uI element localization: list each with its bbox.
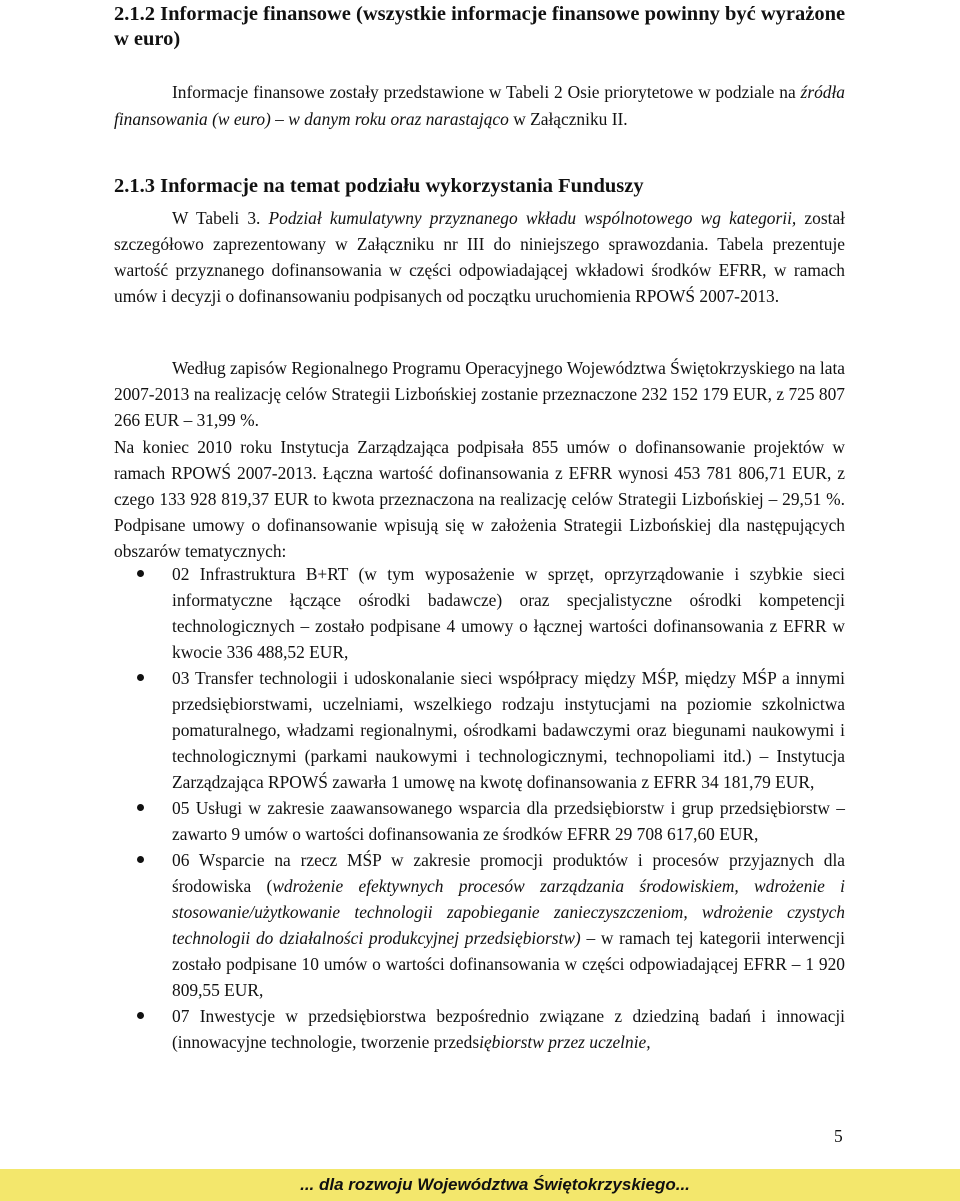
bullet-icon: [137, 804, 144, 811]
bullet-icon: [137, 1012, 144, 1019]
list-item: [0, 795, 960, 847]
list-item: [0, 665, 960, 795]
italic-span: iębiorstw przez uczelnie,: [479, 1032, 651, 1052]
list-item-text: [172, 847, 845, 1003]
bullet-icon: [137, 570, 144, 577]
list-item: [0, 1003, 960, 1055]
footer-banner: ... dla rozwoju Województwa Świętokrzyskiego...: [0, 1169, 960, 1201]
list-item-text: 05 Usługi w zakresie zaawansowanego wsparcia dla przedsiębiorstw i grup przedsiębiorstw – zawarto 9 umów o wartości dofinansowania ze środków EFRR 29 708 617,60 EUR,: [172, 798, 845, 844]
text-span: W Tabeli 3.: [172, 208, 269, 228]
text-span: w Załączniku II.: [508, 109, 628, 129]
section-heading-2-1-3: 2.1.3 Informacje na temat podziału wykorzystania Funduszy: [114, 175, 644, 197]
section-heading-2-1-2: 2.1.2 Informacje finansowe (wszystkie informacje finansowe powinny być wyrażone w euro): [114, 3, 846, 50]
page-number: 5: [834, 1126, 843, 1146]
italic-span: Podział kumulatywny przyznanego wkładu wspólnotowego wg kategorii,: [268, 208, 797, 228]
text-span: 07 Inwestycje w przedsiębiorstwa bezpośrednio związane z dziedziną badań i innowacji (innowacyjne technologie, tworzenie przeds: [172, 1006, 845, 1052]
list-item-text: 02 Infrastruktura B+RT (w tym wyposażenie w sprzęt, oprzyrządowanie i szybkie sieci informatyczne łączące ośrodki badawcze) oraz specjalistyczne ośrodki kompetencji technologicznych – zostało podpisane 4 umowy o łącznej wartości dofinansowania z EFRR w kwocie 336 488,52 EUR,: [172, 564, 845, 662]
text-span: Informacje finansowe zostały przedstawione w Tabeli 2 Osie priorytetowe w podziale na: [172, 82, 801, 102]
list-item-text: 03 Transfer technologii i udoskonalanie sieci współpracy między MŚP, między MŚP a innymi przedsiębiorstwami, uczelniami, wszelkiego rodzaju instytucjami na poziomie szkolnictwa pomaturalnego, władzami regionalnymi, ośrodkami badawczymi oraz biegunami naukowymi i technologicznymi (parkami naukowymi i technologicznymi, technopoliami itd.) – Instytucja Zarządzająca RPOWŚ zawarła 1 umowę na kwotę dofinansowania z EFRR 34 181,79 EUR,: [172, 668, 845, 792]
text-span: został szczegółowo zaprezentowany w Załączniku nr III do niniejszego sprawozdania. Tabela prezentuje wartość przyznanego dofinansowania w części odpowiadającej wkładowi środków EFRR, w ramach umów i decyzji o dofinansowaniu podpisanych od początku uruchomienia RPOWŚ 2007-2013.: [114, 208, 845, 306]
bullet-icon: [137, 674, 144, 681]
bullet-icon: [137, 856, 144, 863]
list-item: [0, 561, 960, 665]
italic-span: źródła finansowania (w euro) – w danym roku oraz narastająco: [114, 82, 845, 129]
list-item-text: [172, 1003, 845, 1055]
text-span: 06 Wsparcie na rzecz MŚP w zakresie promocji produktów i procesów przyjaznych dla środowiska (: [172, 850, 845, 896]
paragraph-financial-info: [114, 79, 845, 133]
italic-span: wdrożenie efektywnych procesów zarządzania środowiskiem, wdrożenie i stosowanie/użytkowanie technologii zapobieganie zanieczyszczeniom, wdrożenie czystych technologii do działalności produkcyjnej przedsiębiorstw): [172, 876, 846, 948]
list-item: [0, 847, 960, 1003]
paragraph-contracts-2010: Na koniec 2010 roku Instytucja Zarządzająca podpisała 855 umów o dofinansowanie projektów w ramach RPOWŚ 2007-2013. Łączna wartość dofinansowania z EFRR wynosi 453 781 806,71 EUR, z czego 133 928 819,37 EUR to kwota przeznaczona na realizację celów Strategii Lizbońskiej – 29,51 %. Podpisane umowy o dofinansowanie wpisują się w założenia Strategii Lizbońskiej dla następujących obszarów tematycznych:: [114, 437, 845, 561]
text-span: – w ramach tej kategorii interwencji zostało podpisane 10 umów o wartości dofinansowania w części odpowiadającej EFRR – 1 920 809,55 EUR,: [172, 928, 845, 1000]
paragraph-table-3: [114, 205, 845, 309]
paragraph-rpo-allocation: Według zapisów Regionalnego Programu Operacyjnego Województwa Świętokrzyskiego na lata 2007-2013 na realizację celów Strategii Lizbońskiej zostanie przeznaczone 232 152 179 EUR, z 725 807 266 EUR – 31,99 %.: [114, 358, 845, 430]
thematic-areas-list: [0, 561, 960, 1055]
